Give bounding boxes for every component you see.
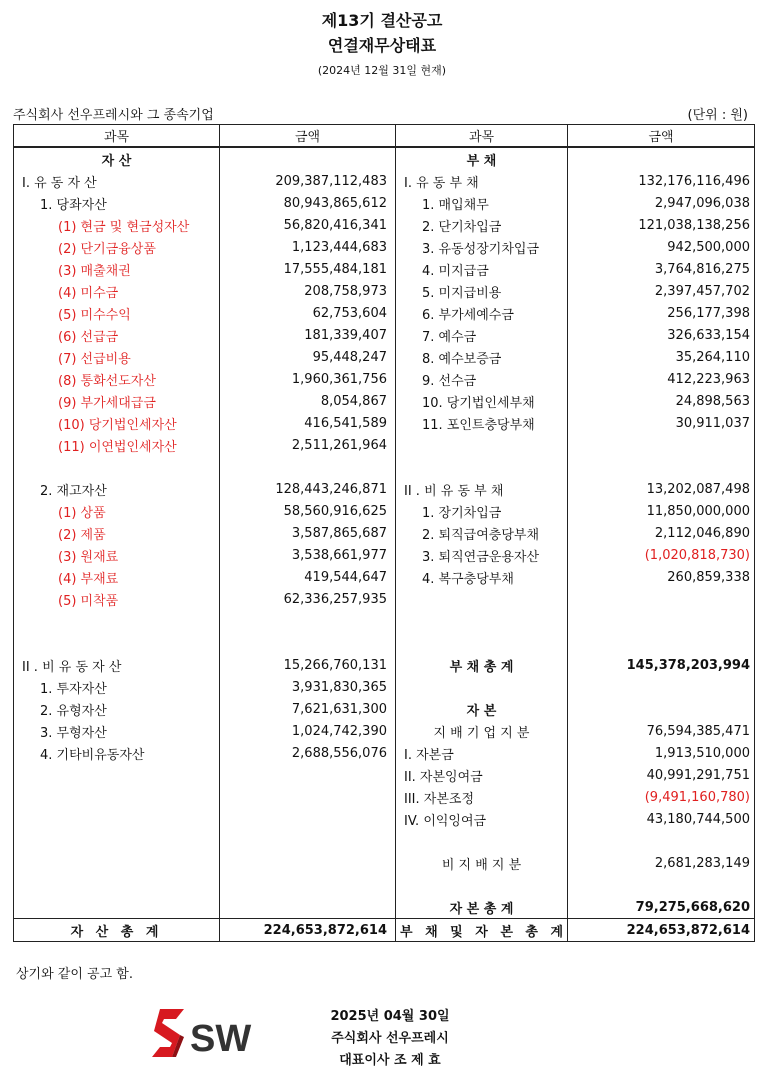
table-row — [14, 808, 755, 830]
left-item: 4. 기타비유동자산 — [14, 742, 220, 764]
right-amount: 121,038,138,256 — [568, 214, 755, 236]
table-row — [14, 456, 755, 478]
right-amount: 412,223,963 — [568, 368, 755, 390]
table-row — [14, 632, 755, 654]
statement-title: 연결재무상태표 — [327, 36, 437, 55]
left-amount: 15,266,760,131 — [220, 654, 396, 676]
right-amount: 2,112,046,890 — [568, 522, 755, 544]
right-amount: 145,378,203,994 — [568, 654, 755, 676]
liab-equity-total-label: 부 채 및 자 본 총 계 — [396, 919, 568, 942]
table-row — [14, 786, 755, 808]
left-item: (11) 이연법인세자산 — [14, 434, 220, 456]
right-amount: 942,500,000 — [568, 236, 755, 258]
right-item: 1. 장기차입금 — [396, 500, 568, 522]
table-header-row — [14, 125, 755, 148]
right-item — [396, 588, 568, 610]
table-row — [14, 852, 755, 874]
table-row — [14, 566, 755, 588]
left-amount — [220, 456, 396, 478]
left-amount: 80,943,865,612 — [220, 192, 396, 214]
right-amount: (1,020,818,730) — [568, 544, 755, 566]
left-item: (7) 선급비용 — [14, 346, 220, 368]
footer-ceo: 대표이사 조 제 효 — [339, 1053, 441, 1068]
left-item: (3) 원재료 — [14, 544, 220, 566]
left-item: 자 산 — [14, 147, 220, 170]
left-item: (2) 제품 — [14, 522, 220, 544]
right-amount — [568, 874, 755, 896]
left-amount: 2,688,556,076 — [220, 742, 396, 764]
left-amount — [220, 786, 396, 808]
right-amount: 24,898,563 — [568, 390, 755, 412]
table-row — [14, 302, 755, 324]
table-row — [14, 214, 755, 236]
right-item: 3. 퇴직연금운용자산 — [396, 544, 568, 566]
right-item: 2. 퇴직급여충당부채 — [396, 522, 568, 544]
left-item: (1) 상품 — [14, 500, 220, 522]
left-item: (4) 부재료 — [14, 566, 220, 588]
right-amount: 79,275,668,620 — [568, 896, 755, 919]
left-amount: 1,123,444,683 — [220, 236, 396, 258]
left-item: 3. 무형자산 — [14, 720, 220, 742]
right-amount — [568, 632, 755, 654]
table-row — [14, 544, 755, 566]
right-amount: 260,859,338 — [568, 566, 755, 588]
left-item — [14, 786, 220, 808]
left-item: I. 유 동 자 산 — [14, 170, 220, 192]
left-amount — [220, 852, 396, 874]
header-item-right: 과목 — [396, 125, 568, 148]
logo-s-mark — [152, 1009, 184, 1057]
right-item: 10. 당기법인세부채 — [396, 390, 568, 412]
right-amount — [568, 610, 755, 632]
right-amount: 326,633,154 — [568, 324, 755, 346]
left-item: II . 비 유 동 자 산 — [14, 654, 220, 676]
left-amount: 1,960,361,756 — [220, 368, 396, 390]
table-row — [14, 698, 755, 720]
right-amount — [568, 147, 755, 170]
right-item: II. 자본잉여금 — [396, 764, 568, 786]
table-row — [14, 478, 755, 500]
left-item: 2. 유형자산 — [14, 698, 220, 720]
header-amount-left: 금액 — [220, 125, 396, 148]
left-amount — [220, 808, 396, 830]
right-item: IV. 이익잉여금 — [396, 808, 568, 830]
left-amount: 2,511,261,964 — [220, 434, 396, 456]
right-item: 7. 예수금 — [396, 324, 568, 346]
right-amount: 2,947,096,038 — [568, 192, 755, 214]
left-amount: 95,448,247 — [220, 346, 396, 368]
left-item — [14, 808, 220, 830]
left-amount — [220, 874, 396, 896]
right-item: 11. 포인트충당부채 — [396, 412, 568, 434]
left-item — [14, 874, 220, 896]
right-amount: 76,594,385,471 — [568, 720, 755, 742]
right-amount: 2,681,283,149 — [568, 852, 755, 874]
balance-sheet-table — [13, 124, 755, 942]
footer-date: 2025년 04월 30일 — [330, 1009, 450, 1024]
right-item: 2. 단기차입금 — [396, 214, 568, 236]
left-item — [14, 896, 220, 919]
table-row — [14, 368, 755, 390]
right-item: 6. 부가세예수금 — [396, 302, 568, 324]
right-item: 5. 미지급비용 — [396, 280, 568, 302]
table-row — [14, 346, 755, 368]
left-amount: 58,560,916,625 — [220, 500, 396, 522]
right-item: 8. 예수보증금 — [396, 346, 568, 368]
table-row — [14, 830, 755, 852]
left-item — [14, 764, 220, 786]
right-amount: 132,176,116,496 — [568, 170, 755, 192]
table-row — [14, 764, 755, 786]
right-item: I. 자본금 — [396, 742, 568, 764]
right-item — [396, 456, 568, 478]
left-amount: 56,820,416,341 — [220, 214, 396, 236]
unit-label: (단위 : 원) — [687, 108, 748, 123]
right-item — [396, 830, 568, 852]
left-item: (10) 당기법인세자산 — [14, 412, 220, 434]
right-item — [396, 676, 568, 698]
left-item: (9) 부가세대급금 — [14, 390, 220, 412]
table-row — [14, 742, 755, 764]
table-row — [14, 280, 755, 302]
company-name: 주식회사 선우프레시와 그 종속기업 — [13, 108, 214, 123]
left-amount: 8,054,867 — [220, 390, 396, 412]
table-row — [14, 324, 755, 346]
left-item: (6) 선급금 — [14, 324, 220, 346]
logo-text: SW — [190, 1018, 252, 1060]
left-item: 2. 재고자산 — [14, 478, 220, 500]
left-item: (8) 통화선도자산 — [14, 368, 220, 390]
right-item: 자 본 — [396, 698, 568, 720]
header-amount-right: 금액 — [568, 125, 755, 148]
right-amount — [568, 456, 755, 478]
left-amount: 62,336,257,935 — [220, 588, 396, 610]
right-item: 3. 유동성장기차입금 — [396, 236, 568, 258]
right-item: 부 채 총 계 — [396, 654, 568, 676]
table-row — [14, 412, 755, 434]
notice-text: 상기와 같이 공고 함. — [16, 967, 133, 982]
left-amount: 128,443,246,871 — [220, 478, 396, 500]
totals-row — [14, 919, 755, 942]
table-row — [14, 236, 755, 258]
table-row — [14, 434, 755, 456]
right-item: 9. 선수금 — [396, 368, 568, 390]
assets-total-label: 자 산 총 계 — [14, 919, 220, 942]
right-amount: 1,913,510,000 — [568, 742, 755, 764]
table-row — [14, 522, 755, 544]
left-amount — [220, 147, 396, 170]
right-item: I. 유 동 부 채 — [396, 170, 568, 192]
left-amount: 419,544,647 — [220, 566, 396, 588]
left-item: 1. 당좌자산 — [14, 192, 220, 214]
left-amount: 3,538,661,977 — [220, 544, 396, 566]
left-amount — [220, 610, 396, 632]
table-body — [14, 147, 755, 942]
right-item: 지 배 기 업 지 분 — [396, 720, 568, 742]
table-row — [14, 874, 755, 896]
left-item: (4) 미수금 — [14, 280, 220, 302]
left-item: (5) 미착품 — [14, 588, 220, 610]
right-amount — [568, 588, 755, 610]
left-amount — [220, 764, 396, 786]
left-item — [14, 830, 220, 852]
left-amount: 3,587,865,687 — [220, 522, 396, 544]
right-amount: 30,911,037 — [568, 412, 755, 434]
right-item: 부 채 — [396, 147, 568, 170]
left-item — [14, 632, 220, 654]
footer-company: 주식회사 선우프레시 — [331, 1031, 449, 1046]
left-amount — [220, 896, 396, 919]
header-item-left: 과목 — [14, 125, 220, 148]
left-amount: 416,541,589 — [220, 412, 396, 434]
table-row — [14, 720, 755, 742]
left-item — [14, 456, 220, 478]
table-row — [14, 500, 755, 522]
left-amount — [220, 830, 396, 852]
table-row — [14, 390, 755, 412]
right-item: III. 자본조정 — [396, 786, 568, 808]
table-row — [14, 170, 755, 192]
table-row — [14, 147, 755, 170]
table-row — [14, 588, 755, 610]
table-row — [14, 192, 755, 214]
left-amount: 209,387,112,483 — [220, 170, 396, 192]
right-amount: 11,850,000,000 — [568, 500, 755, 522]
statement-date: (2024년 12월 31일 현재) — [317, 64, 447, 77]
left-amount: 7,621,631,300 — [220, 698, 396, 720]
right-item — [396, 632, 568, 654]
table-row — [14, 676, 755, 698]
table-row — [14, 610, 755, 632]
left-item: (3) 매출채권 — [14, 258, 220, 280]
liab-equity-total-amount: 224,653,872,614 — [568, 919, 755, 942]
left-amount — [220, 632, 396, 654]
left-item: 1. 투자자산 — [14, 676, 220, 698]
left-amount: 62,753,604 — [220, 302, 396, 324]
left-amount: 181,339,407 — [220, 324, 396, 346]
left-item — [14, 852, 220, 874]
right-item: 자 본 총 계 — [396, 896, 568, 919]
table-row — [14, 258, 755, 280]
table-row — [14, 654, 755, 676]
left-item: (2) 단기금융상품 — [14, 236, 220, 258]
right-amount: 35,264,110 — [568, 346, 755, 368]
right-amount: 2,397,457,702 — [568, 280, 755, 302]
right-amount: 3,764,816,275 — [568, 258, 755, 280]
right-amount: (9,491,160,780) — [568, 786, 755, 808]
right-amount — [568, 830, 755, 852]
left-amount: 17,555,484,181 — [220, 258, 396, 280]
right-amount: 13,202,087,498 — [568, 478, 755, 500]
right-item — [396, 610, 568, 632]
right-item: 4. 복구충당부채 — [396, 566, 568, 588]
left-item — [14, 610, 220, 632]
right-item — [396, 434, 568, 456]
sw-logo — [150, 1005, 262, 1061]
left-amount: 208,758,973 — [220, 280, 396, 302]
left-amount: 3,931,830,365 — [220, 676, 396, 698]
table-row — [14, 896, 755, 919]
right-amount — [568, 698, 755, 720]
right-amount: 40,991,291,751 — [568, 764, 755, 786]
right-amount: 43,180,744,500 — [568, 808, 755, 830]
notice-title: 제13기 결산공고 — [321, 11, 443, 30]
right-item: 비 지 배 지 분 — [396, 852, 568, 874]
right-item: II . 비 유 동 부 채 — [396, 478, 568, 500]
left-item: (1) 현금 및 현금성자산 — [14, 214, 220, 236]
right-item: 4. 미지급금 — [396, 258, 568, 280]
right-item — [396, 874, 568, 896]
right-amount — [568, 434, 755, 456]
right-item: 1. 매입채무 — [396, 192, 568, 214]
left-item: (5) 미수수익 — [14, 302, 220, 324]
left-amount: 1,024,742,390 — [220, 720, 396, 742]
right-amount — [568, 676, 755, 698]
right-amount: 256,177,398 — [568, 302, 755, 324]
assets-total-amount: 224,653,872,614 — [220, 919, 396, 942]
